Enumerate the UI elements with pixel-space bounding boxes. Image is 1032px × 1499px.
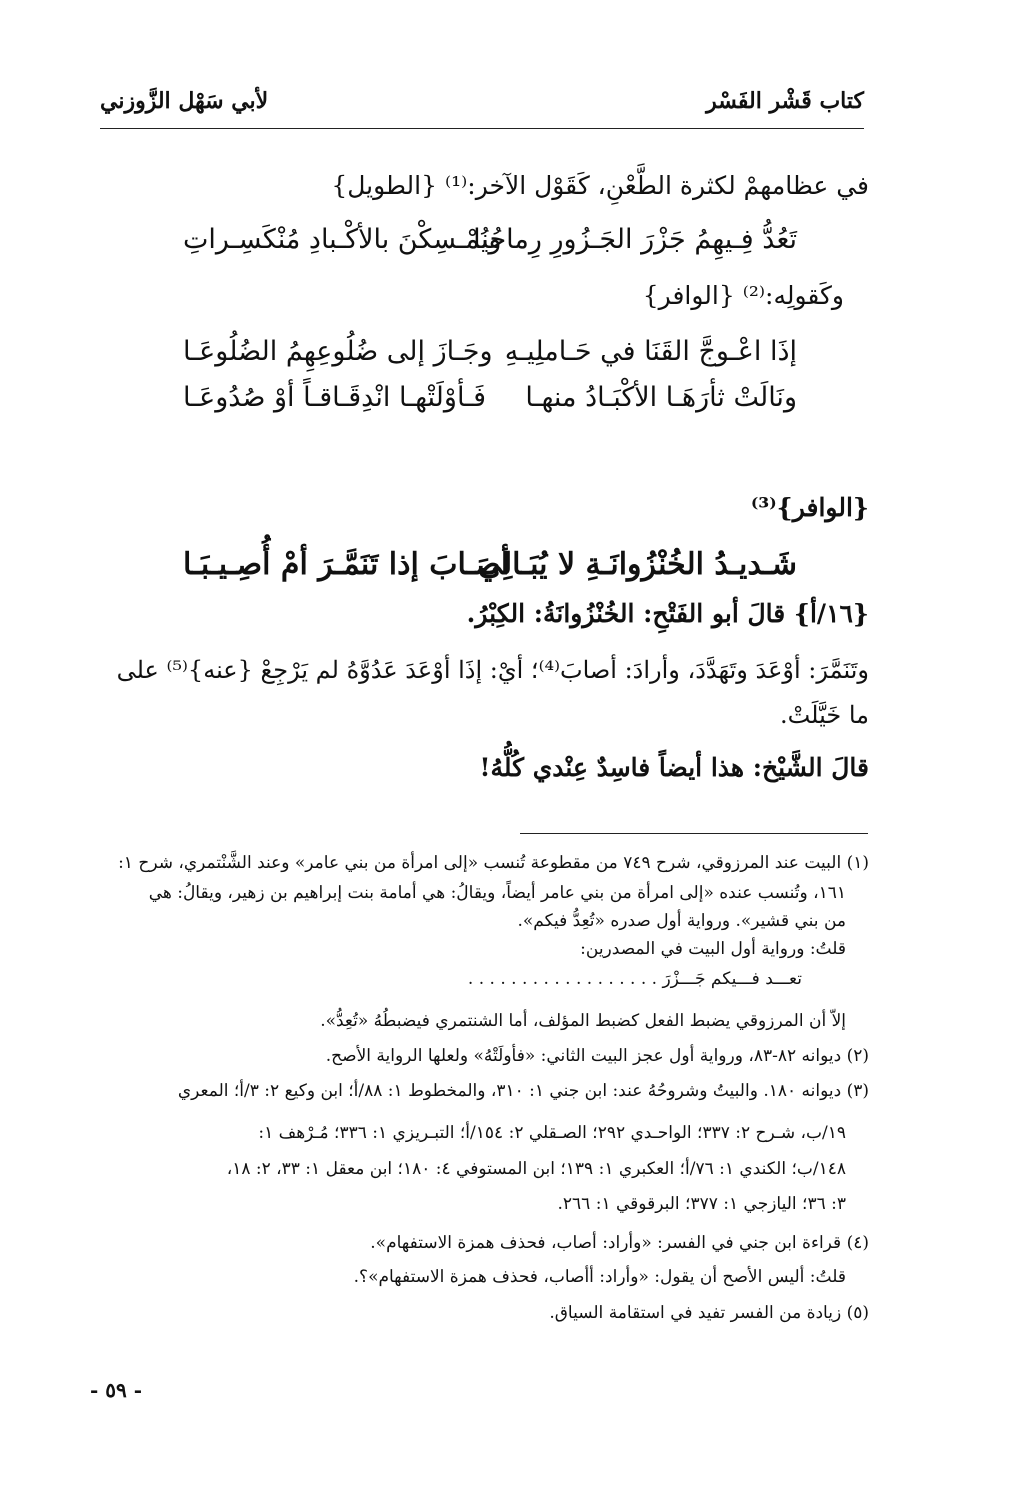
footnote-2: (٢) ديوانه ٨٢-٨٣، ورواية أول عجز البيت الثاني: «فأولَتْهُ» ولعلها الرواية الأصح.	[325, 1046, 869, 1066]
footnote-1-line-1: (١) البيت عند المرزوقي، شرح ٧٤٩ من مقطوعة تُنسب «إلى امرأة من بني عامر» وعند الشَّنْتمري، شرح ١:	[118, 853, 869, 873]
footnote-1-line-2: ١٦١، وتُنسب عنده «إلى امرأة من بني عامر أيضاً، ويقالُ: هي أمامة بنت إبراهيم بن زهير، ويقالُ: هي	[148, 883, 846, 903]
verse-3-first-hemistich: ونَالَتْ ثأرَهَـا الأكْبَـادُ منهـا	[525, 382, 797, 413]
book-title: كتاب قَشْر الفَسْر	[706, 88, 864, 114]
footnote-3-line-4: ٣: ٣٦؛ اليازجي ١: ٣٧٧؛ البرقوقي ١: ٢٦٦.	[557, 1194, 846, 1214]
running-header	[100, 88, 864, 129]
sheikh-statement: قالَ الشَّيْخ: هذا أيضاً فاسِدٌ عِنْدي كُلُّهُ!	[479, 753, 869, 782]
footnote-1-line-6: إلاّ أن المرزوقي يضبط الفعل كضبط المؤلف، أما الشنتمري فيضبطُهُ «تُعِدُّ».	[320, 1011, 846, 1031]
footnote-1-verse: تعـــد فـــيكم جَـــزْرَ . . . . . . . . . . . . . . . . . .	[467, 969, 802, 989]
meter-heading: {الوافر}⁽³⁾	[750, 493, 869, 522]
main-verse-second-hemistich: أصَـابَ إذا تَنَمَّـرَ أمْ أُصِـيـبَـا	[183, 547, 510, 582]
second-quote-intro: وكَقولِه:⁽²⁾ {الوافر}	[642, 281, 844, 310]
page-number: - ٥٩ -	[90, 1378, 143, 1402]
footnote-separator	[520, 833, 868, 834]
footnote-5: (٥) زيادة من الفسر تفيد في استقامة السياق.	[549, 1303, 869, 1323]
commentary-paragraph-end: ما خَيَّلَتْ.	[779, 701, 869, 729]
footnote-3-line-1: (٣) ديوانه ١٨٠. والبيتُ وشروحُهُ عند: ابن جني ١: ٣١٠، والمخطوط ١: ٨٨/أ؛ ابن وكيع ٢: ٣/أ؛ المعري	[177, 1081, 869, 1101]
footnote-4-line-2: قلتُ: أليس الأصح أن يقول: «وأراد: أأصاب، فحذف همزة الاستفهام»؟.	[353, 1267, 846, 1287]
verse-1-second-hemistich: ويُمْـسِكْنَ بالأكْـبادِ مُنْكَسِـراتِ	[183, 224, 502, 255]
main-verse-first-hemistich: شَـديـدُ الخُنْزُوانَـةِ لا يُبَـالِي	[478, 547, 797, 582]
footnote-1-line-4: قلتُ: ورواية أول البيت في المصدرين:	[580, 939, 846, 959]
verse-1-first-hemistich: تَعُدُّ فِـيهِمُ جَزْرَ الجَـزُورِ رِماحُنا	[473, 224, 797, 255]
verse-2-second-hemistich: وجَـازَ إلى ضُلُوعِهِمُ الضُلُوعَـا	[183, 336, 493, 367]
footnote-3-line-2: ١٩/ب، شـرح ٢: ٣٣٧؛ الواحـدي ٢٩٢؛ الصـقلي ٢: ١٥٤/أ؛ التبـريزي ١: ٣٣٦؛ مُـرْهف ١:	[258, 1123, 846, 1143]
footnote-4-line-1: (٤) قراءة ابن جني في الفسر: «وأراد: أصاب، فحذف همزة الاستفهام».	[370, 1233, 869, 1253]
intro-line: في عظامهمْ لكثرة الطَّعْنِ، كَقَوْل الآخر:⁽¹⁾ {الطويل}	[331, 171, 869, 200]
footnote-3-line-3: ١٤٨/ب؛ الكندي ١: ٧٦/أ؛ العكبري ١: ١٣٩؛ ابن المستوفي ٤: ١٨٠؛ ابن معقل ١: ٣٣، ٢: ١٨،	[226, 1159, 846, 1179]
commentary-abu-al-fath: {١٦/أ} قالَ أبو الفَتْحِ: الخُنْزُوانَةُ: الكِبْرُ.	[466, 599, 869, 628]
commentary-paragraph: وتَنَمَّرَ: أوْعَدَ وتَهَدَّدَ، وأرادَ: أصابَ⁽⁴⁾؛ أيْ: إذَا أوْعَدَ عَدُوَّهُ لم يَرْجِعْ {عنه}⁽⁵⁾ على	[116, 656, 869, 684]
footnote-1-line-3: من بني قشير». ورواية أول صدره «تُعِدُّ فيكم».	[517, 911, 846, 931]
verse-3-second-hemistich: فَـأوْلَتْهـا انْدِقَـاقـاً أوْ صُدُوعَـا	[183, 382, 486, 413]
verse-2-first-hemistich: إذَا اعْـوجَّ القَنَا في حَـاملِيـهِ	[504, 336, 797, 367]
author-name: لأبي سَهْل الزَّوزني	[100, 88, 269, 114]
